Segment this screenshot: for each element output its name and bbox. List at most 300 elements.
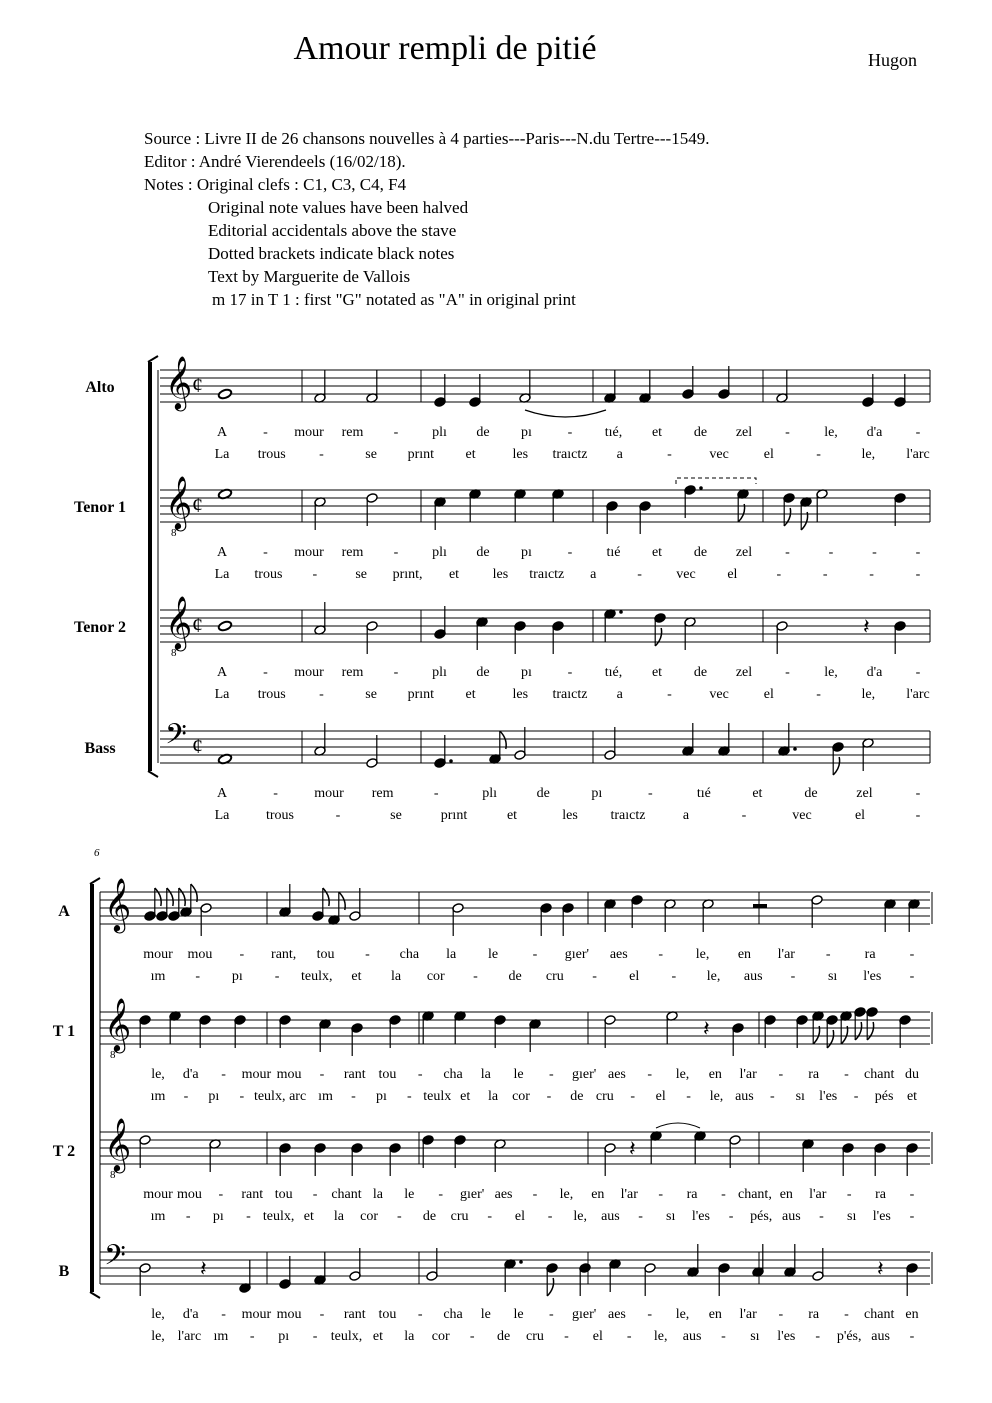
bracket-bottom [148, 771, 158, 777]
staff-tenor2 [160, 610, 930, 642]
lyric-syllable: pı [231, 969, 243, 984]
lyric-syllable: - [351, 1089, 356, 1104]
lyric-syllable: en [708, 1307, 722, 1322]
lyric-syllable: le, [861, 447, 876, 462]
lyric-syllable: prınt [407, 447, 435, 462]
quarter-note [494, 1015, 506, 1048]
quarter-note [783, 493, 795, 526]
lyric-syllable: pı [521, 545, 532, 560]
quarter-note [894, 493, 906, 526]
lyric-syllable: mour [143, 947, 173, 962]
lyric-syllable: de [536, 786, 550, 801]
quarter-note [314, 1252, 326, 1285]
lyric-syllable: - [915, 425, 921, 440]
quarter-note [732, 1023, 744, 1056]
treble-clef-icon: 𝄞 [165, 475, 193, 529]
lyric-syllable: le, [861, 687, 876, 702]
lyric-syllable: ım [150, 969, 166, 984]
quarter-note [199, 1015, 211, 1048]
lyric-syllable: d'a [866, 425, 883, 440]
half-note [816, 489, 828, 522]
treble-clef-icon: 𝄞 [165, 595, 193, 649]
lyric-syllable: - [218, 1187, 224, 1202]
quarter-rest-icon: 𝄽 [863, 615, 870, 640]
note-clefs: Notes : Original clefs : C1, C3, C4, F4 [144, 175, 407, 194]
lyric-syllable: de [693, 665, 708, 680]
lyric-syllable: - [790, 969, 796, 984]
lyric-syllable: - [417, 1307, 423, 1322]
lyric-syllable: de [508, 969, 522, 984]
quarter-note [504, 1259, 523, 1292]
flag [155, 888, 161, 906]
bass-clef-icon: 𝄢 [104, 1239, 126, 1279]
lyric-syllable: mour [294, 545, 324, 560]
lyric-syllable: de [570, 1089, 584, 1104]
lyric-syllable: - [915, 545, 921, 560]
lyric-syllable: sı [827, 969, 838, 984]
lyric-syllable: et [465, 687, 476, 702]
lyric-syllable: et [465, 447, 476, 462]
lyric-syllable: - [564, 1329, 569, 1344]
octave-mark: 8 [110, 1049, 116, 1061]
lyric-syllable: le, [695, 947, 710, 962]
time-signature-icon: ¢ [192, 733, 203, 758]
quarter-note [529, 1019, 541, 1052]
lyric-syllable: le, [151, 1329, 165, 1344]
notehead [218, 620, 233, 632]
lyric-syllable: - [909, 969, 915, 984]
lyric-syllable: - [246, 1209, 251, 1224]
lyric-syllable: - [825, 947, 831, 962]
flag [339, 892, 345, 910]
quarter-note [908, 899, 920, 932]
lyric-syllable: - [273, 786, 278, 801]
lyric-syllable: vec [709, 447, 729, 462]
lyric-syllable: et [460, 1089, 471, 1104]
lyric-syllable: - [473, 969, 478, 984]
lyric-syllable: - [549, 1067, 554, 1082]
lyric-syllable: le [513, 1067, 524, 1082]
lyric-syllable: sı [795, 1089, 805, 1104]
flag [841, 1026, 847, 1044]
lyric-syllable: rem [341, 665, 364, 680]
lyric-syllable: l'ar [739, 1067, 757, 1082]
lyric-syllable: - [721, 1187, 726, 1202]
half-note [604, 1143, 616, 1176]
quarter-note [422, 1135, 434, 1168]
lyric-syllable: le [404, 1187, 415, 1202]
lyric-syllable: et [906, 1089, 918, 1104]
lyric-syllable: cru [450, 1209, 469, 1224]
flag [784, 508, 790, 526]
lyric-syllable: gıer' [572, 1067, 597, 1082]
half-note [366, 621, 378, 654]
lyric-syllable: de [476, 425, 490, 440]
quarter-note [389, 1015, 401, 1048]
lyric-syllable: el [763, 447, 774, 462]
dot [519, 1260, 523, 1264]
half-note [519, 370, 531, 403]
half-note [314, 497, 326, 530]
lyric-syllable: - [335, 808, 341, 823]
lyric-syllable: aus [871, 1329, 890, 1344]
half-note [514, 727, 526, 760]
lyric-syllable: - [776, 567, 782, 582]
staff-bass [160, 731, 930, 763]
lyric-syllable: ra [808, 1067, 820, 1082]
quarter-note [328, 892, 345, 925]
lyric-syllable: rant [241, 1187, 264, 1202]
lyric-syllable: pı [521, 665, 532, 680]
lyric-syllable: se [390, 808, 402, 823]
lyric-syllable: l'es [819, 1089, 838, 1104]
lyric-syllable: en [779, 1187, 793, 1202]
lyric-syllable: le [513, 1307, 524, 1322]
quarter-note [279, 1256, 291, 1289]
lyric-syllable: a [590, 567, 597, 582]
lyric-syllable: la [480, 1067, 491, 1082]
lyric-syllable: cha [443, 1067, 463, 1082]
lyric-syllable: cru [526, 1329, 544, 1344]
quarter-rest-icon: 𝄽 [703, 1017, 710, 1042]
half-note [666, 1011, 678, 1044]
lyric-syllable: el [727, 567, 738, 582]
lyric-syllable: - [549, 1307, 554, 1322]
lyric-syllable: tıé, [604, 665, 623, 680]
quarter-note [454, 1135, 466, 1168]
lyric-syllable: le, [653, 1329, 668, 1344]
lyric-syllable: pı [591, 786, 603, 801]
quarter-note [469, 489, 481, 522]
flag [547, 1278, 553, 1296]
lyric-syllable: - [909, 1209, 915, 1224]
lyric-syllable: teulx, [253, 1089, 286, 1104]
dot [793, 747, 797, 751]
lyric-syllable: - [872, 545, 877, 560]
quarter-note [631, 895, 643, 928]
lyric-syllable: rant [343, 1307, 366, 1322]
lyric-syllable: - [671, 969, 677, 984]
lyric-syllable: - [915, 665, 921, 680]
quarter-rest-icon: 𝄽 [200, 1257, 207, 1282]
half-note [604, 1015, 616, 1048]
lyric-syllable: mou [176, 1187, 202, 1202]
flag [827, 1030, 833, 1048]
quarter-note [894, 621, 906, 654]
lyric-syllable: gıer' [572, 1307, 597, 1322]
lyric-syllable: - [185, 1209, 191, 1224]
lyric-syllable: la [372, 1187, 383, 1202]
lyric-syllable: en [905, 1307, 919, 1322]
lyric-syllable: teulx, [262, 1209, 295, 1224]
lyric-syllable: de [422, 1209, 437, 1224]
part-label: B [58, 1263, 70, 1280]
lyric-syllable: pı [212, 1209, 224, 1224]
half-note [684, 617, 696, 650]
lyric-syllable: la [333, 1209, 345, 1224]
lyric-syllable: - [658, 947, 664, 962]
lyric-syllable: tıé, [604, 425, 623, 440]
lyric-syllable: le [480, 1307, 491, 1322]
quarter-note [514, 621, 526, 654]
lyric-syllable: tıé [606, 545, 621, 560]
quarter-note [609, 1259, 621, 1292]
flag [179, 888, 185, 906]
lyric-syllable: - [487, 1209, 493, 1224]
bracket-bottom [90, 1292, 100, 1298]
note-measure-17: m 17 in T 1 : first "G" notated as "A" in original print [212, 290, 576, 309]
lyric-syllable: tou [378, 1067, 397, 1082]
lyric-syllable: et [372, 1329, 383, 1344]
lyric-syllable: ra [875, 1187, 887, 1202]
lyric-syllable: - [319, 687, 324, 702]
lyric-syllable: - [785, 545, 790, 560]
lyric-syllable: sı [750, 1329, 760, 1344]
part-label: Tenor 2 [73, 619, 127, 636]
half-note [702, 899, 714, 932]
quarter-note [862, 374, 874, 407]
lyric-syllable: le, [709, 1089, 724, 1104]
lyric-syllable: rem [341, 545, 364, 560]
lyric-syllable: du [905, 1067, 919, 1082]
quarter-note [606, 501, 618, 534]
lyric-syllable: mour [241, 1307, 272, 1322]
lyric-syllable: - [365, 947, 370, 962]
lyric-syllable: prınt [440, 808, 468, 823]
part-label: A [58, 903, 70, 920]
lyric-syllable: aes [608, 1067, 626, 1082]
lyric-syllable: mour [241, 1067, 272, 1082]
lyric-syllable: et [752, 786, 763, 801]
lyric-syllable: l'ar [620, 1187, 638, 1202]
lyric-syllable: - [263, 665, 268, 680]
flag [738, 504, 744, 522]
lyric-syllable: - [822, 567, 828, 582]
lyric-syllable: - [630, 1089, 636, 1104]
quarter-note [562, 903, 574, 936]
lyric-syllable: - [239, 947, 245, 962]
lyric-syllable: - [846, 1187, 852, 1202]
lyric-syllable: mour [294, 665, 324, 680]
lyric-syllable: la [404, 1329, 415, 1344]
octave-mark: 8 [171, 647, 177, 659]
bracket-top [148, 356, 158, 362]
composer-name: Hugon [868, 50, 917, 70]
whole-note [218, 388, 233, 400]
flag [867, 1022, 873, 1040]
quarter-note [802, 1139, 814, 1172]
note-source: Source : Livre II de 26 chansons nouvelles à 4 parties---Paris---N.du Tertre---1549. [144, 129, 710, 148]
lyric-syllable: rant [343, 1067, 366, 1082]
lyric-syllable: cor [512, 1089, 530, 1104]
lyric-syllable: arc [289, 1089, 307, 1104]
flag [833, 757, 839, 775]
tie [525, 410, 606, 417]
half-note [811, 895, 823, 928]
lyric-syllable: - [532, 947, 538, 962]
lyric-syllable: - [785, 665, 790, 680]
lyric-syllable: d'a [866, 665, 883, 680]
lyric-syllable: - [312, 567, 318, 582]
lyric-syllable: mour [294, 425, 324, 440]
half-note [426, 1248, 438, 1281]
lyric-syllable: cor [426, 969, 445, 984]
lyric-syllable: el [655, 1089, 666, 1104]
lyric-syllable: prınt, [392, 567, 423, 582]
lyric-syllable: el [514, 1209, 525, 1224]
lyric-syllable: cor [360, 1209, 379, 1224]
lyric-syllable: et [303, 1209, 314, 1224]
lyric-syllable: - [785, 425, 790, 440]
quarter-note [546, 1263, 558, 1296]
lyric-syllable: A [216, 545, 228, 560]
lyric-syllable: de [476, 665, 490, 680]
lyric-syllable: les [562, 808, 578, 823]
lyric-syllable: la [446, 947, 457, 962]
lyric-syllable: ra [686, 1187, 698, 1202]
lyric-syllable: cru [595, 1089, 614, 1104]
treble-clef-icon: 𝄞 [104, 997, 132, 1051]
system-1 [74, 355, 930, 823]
lyric-syllable: aes [494, 1187, 513, 1202]
quarter-note [239, 1260, 251, 1293]
lyric-syllable: l'ar [777, 947, 795, 962]
lyric-syllable: - [915, 786, 921, 801]
lyric-syllable: l'es [777, 1329, 796, 1344]
quarter-note [489, 731, 506, 764]
quarter-note [540, 903, 552, 936]
lyric-syllable: - [393, 665, 399, 680]
quarter-note [737, 489, 749, 522]
lyric-syllable: - [853, 1089, 859, 1104]
note-text-author: Text by Marguerite de Vallois [208, 267, 411, 286]
lyric-syllable: a [682, 808, 690, 823]
quarter-note [796, 1015, 808, 1048]
quarter-note [812, 1011, 824, 1044]
half-note [314, 723, 326, 756]
page-title: Amour rempli de pitié [293, 30, 597, 67]
lyric-syllable: traıctz [552, 447, 588, 462]
lyric-syllable: pı [521, 425, 532, 440]
half-note [729, 1135, 741, 1168]
lyric-syllable: - [396, 1209, 402, 1224]
lyric-syllable: de [496, 1329, 511, 1344]
lyric-syllable: mour [314, 786, 344, 801]
lyric-syllable: el [854, 808, 866, 823]
lyric-syllable: - [567, 665, 573, 680]
lyric-syllable: cor [431, 1329, 450, 1344]
lyric-syllable: La [214, 567, 230, 582]
quarter-note [279, 1143, 291, 1176]
quarter-note [866, 1007, 878, 1040]
lyric-syllable: el [592, 1329, 603, 1344]
quarter-note [778, 723, 797, 756]
lyric-syllable: - [816, 447, 821, 462]
lyric-syllable: - [728, 1209, 734, 1224]
lyric-syllable: - [626, 1329, 632, 1344]
lyric-syllable: zel [735, 665, 753, 680]
lyric-syllable: - [741, 808, 747, 823]
flag [167, 888, 173, 906]
lyric-syllable: la [488, 1089, 499, 1104]
note-accidentals: Editorial accidentals above the stave [208, 221, 457, 240]
quarter-note [752, 1244, 764, 1277]
flag [191, 884, 197, 902]
lyric-syllable: se [355, 567, 368, 582]
lyric-syllable: le, [675, 1067, 690, 1082]
lyric-syllable: sı [666, 1209, 676, 1224]
lyric-syllable: - [221, 1307, 226, 1322]
lyric-syllable: aus [743, 969, 763, 984]
lyric-syllable: - [438, 1187, 444, 1202]
flag [323, 888, 329, 906]
lyric-syllable: - [263, 425, 268, 440]
lyric-syllable: la [391, 969, 402, 984]
lyric-syllable: pés [874, 1089, 894, 1104]
lyric-syllable: - [406, 1089, 412, 1104]
quarter-note [552, 489, 564, 522]
lyric-syllable: mour [143, 1187, 173, 1202]
lyric-syllable: - [547, 1209, 553, 1224]
lyric-syllable: de [476, 545, 490, 560]
quarter-note [650, 1131, 662, 1164]
lyric-syllable: - [417, 1067, 423, 1082]
lyric-syllable: de [693, 425, 708, 440]
lyric-syllable: le, [573, 1209, 588, 1224]
lyric-syllable: - [915, 567, 921, 582]
flag [500, 731, 506, 749]
quarter-note [604, 899, 616, 932]
lyric-syllable: - [249, 1329, 255, 1344]
lyric-syllable: tıé [696, 786, 711, 801]
quarter-note [800, 497, 812, 530]
lyric-syllable: aus [782, 1209, 801, 1224]
lyric-syllable: teulx, [300, 969, 333, 984]
lyric-syllable: p'és, [836, 1329, 862, 1344]
lyric-syllable: gıer' [564, 947, 590, 962]
note-values: Original note values have been halved [208, 198, 469, 217]
lyric-syllable: aes [609, 947, 628, 962]
lyric-syllable: - [319, 1307, 325, 1322]
lyric-syllable: - [393, 425, 399, 440]
half-note [452, 903, 464, 936]
lyric-syllable: La [214, 447, 230, 462]
lyric-syllable: - [638, 1209, 643, 1224]
quarter-note [604, 370, 616, 403]
lyric-syllable: mou [187, 947, 213, 962]
half-note [366, 493, 378, 526]
lyric-syllable: ım [150, 1089, 166, 1104]
flag [655, 628, 661, 646]
lyric-syllable: l'arc [906, 687, 930, 702]
lyric-syllable: - [567, 545, 573, 560]
lyric-syllable: vec [709, 687, 729, 702]
lyric-syllable: a [616, 447, 623, 462]
lyric-syllable: trous [266, 808, 294, 823]
lyric-syllable: plı [432, 425, 447, 440]
quarter-note [906, 1143, 918, 1176]
lyric-syllable: cha [443, 1307, 463, 1322]
lyric-syllable: vec [676, 567, 696, 582]
quarter-note [842, 1143, 854, 1176]
quarter-note [434, 374, 446, 407]
lyric-syllable: et [651, 665, 663, 680]
system-2 [53, 847, 932, 1344]
lyric-syllable: le, [151, 1307, 165, 1322]
lyric-syllable: l'es [863, 969, 882, 984]
half-note [776, 370, 788, 403]
quarter-note [469, 374, 481, 407]
